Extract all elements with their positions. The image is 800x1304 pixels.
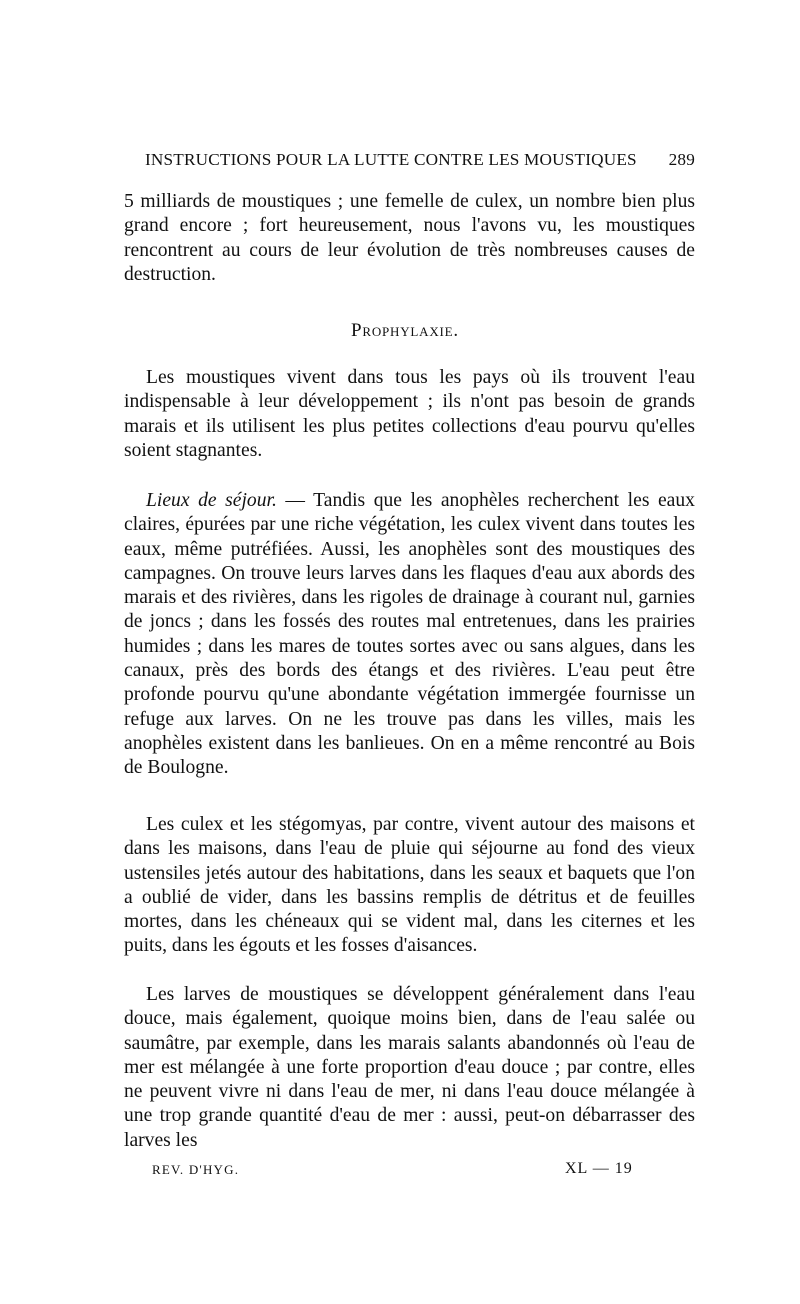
paragraph-3-text: — Tandis que les anophèles recherchent les eaux claires, épurées par une riche végétation, les culex vivent dans toutes les eaux, même putréfiées. Aussi, les anophèles sont des moustiques des campagnes. On trouve leurs larves dans les flaques d'eau aux abords des marais et des rivières, dans les rigoles de drainage à courant nul, garnies de joncs ; dans les fossés des routes mal entretenues, dans les prairies humides ; dans les mares de toutes sortes avec ou sans algues, dans les canaux, près des bords des étangs et des rivières. L'eau peut être profonde pourvu qu'une abondante végétation immergée fournisse un refuge aux larves. On ne les trouve pas dans les villes, mais les anophèles existent dans les banlieues. On en a même rencontré au Bois de Boulogne.	[124, 490, 695, 779]
page-number: 289	[668, 150, 695, 169]
paragraph-5-text: Les larves de moustiques se développent généralement dans l'eau douce, mais également, quoique moins bien, dans de l'eau salée ou saumâtre, par exemple, dans les marais salants abandonnés où l'eau de mer est mélangée à une forte proportion d'eau douce ; par contre, elles ne peuvent vivre ni dans l'eau de mer, ni dans l'eau douce mélangée à une trop grande quantité d'eau de mer : aussi, peut-on débarrasser des larves les	[124, 984, 695, 1151]
paragraph-5	[124, 983, 695, 1153]
paragraph-4-text: Les culex et les stégomyas, par contre, vivent autour des maisons et dans les maisons, dans l'eau de pluie qui séjourne au fond des vieux ustensiles jetés autour des habitations, dans les seaux et baquets que l'on a oublié de vider, dans les bassins remplis de détritus et de feuilles mortes, dans les chéneaux qui se vident mal, dans les citernes et les puits, dans les égouts et les fosses d'aisances.	[124, 814, 695, 957]
paragraph-1	[124, 190, 695, 287]
footer-journal: REV. D'HYG.	[152, 1162, 240, 1177]
section-heading	[0, 320, 800, 342]
paragraph-3-lead: Lieux de séjour.	[146, 490, 277, 511]
section-heading-text: Prophylaxie.	[351, 320, 459, 341]
paragraph-3	[124, 489, 695, 781]
running-title: INSTRUCTIONS POUR LA LUTTE CONTRE LES MOUSTIQUES	[145, 150, 637, 169]
paragraph-4	[124, 813, 695, 959]
paragraph-2	[124, 366, 695, 463]
footer-volume: XL — 19	[565, 1160, 633, 1177]
running-header	[145, 150, 695, 170]
paragraph-2-text: Les moustiques vivent dans tous les pays où ils trouvent l'eau indispensable à leur développement ; ils n'ont pas besoin de grands marais et ils utilisent les plus petites collections d'eau pourvu qu'elles soient stagnantes.	[124, 367, 695, 461]
paragraph-1-text: 5 milliards de moustiques ; une femelle de culex, un nombre bien plus grand encore ; fort heureusement, nous l'avons vu, les moustiques rencontrent au cours de leur évolution de très nombreuses causes de destruction.	[124, 191, 695, 285]
